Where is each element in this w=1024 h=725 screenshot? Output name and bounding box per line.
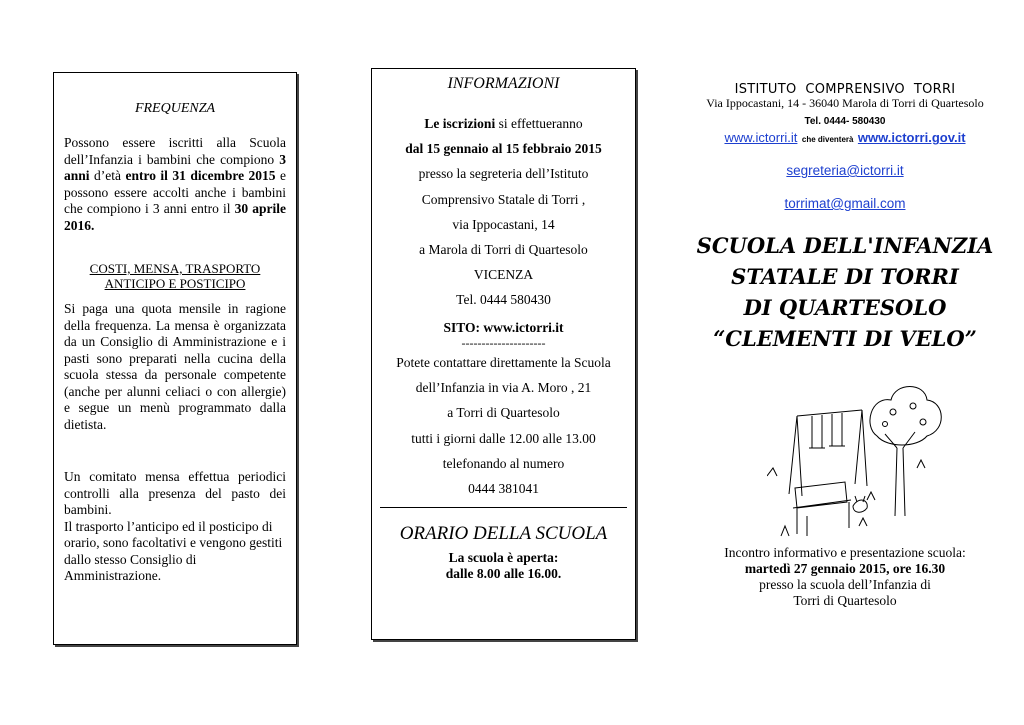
info-line-via: via Ippocastani, 14 xyxy=(452,216,555,232)
istituto-tel: Tel. 0444- 580430 xyxy=(804,116,886,127)
iscrizioni-line xyxy=(380,111,627,136)
info-line-tel: Tel. 0444 580430 xyxy=(456,292,551,308)
incontro-block xyxy=(695,545,995,609)
frequenza-panel xyxy=(53,72,297,645)
email-torrimat-link[interactable]: torrimat@gmail.com xyxy=(784,196,906,211)
email-torrimat xyxy=(695,196,995,211)
web-row xyxy=(695,129,995,147)
iscrizioni-text: si effettueranno xyxy=(495,116,583,131)
incontro-line-3: presso la scuola dell’Infanzia di xyxy=(759,577,931,592)
swing-seats xyxy=(809,446,845,448)
contatto-line-6: 0444 381041 xyxy=(468,480,539,496)
costi-heading-line-2: ANTICIPO E POSTICIPO xyxy=(104,276,246,291)
sito-line: SITO: www.ictorri.it xyxy=(443,320,564,335)
frequenza-bold-april: 30 aprile 2016. xyxy=(64,201,286,233)
trasporto-text: Il trasporto l’anticipo ed il posticipo di orario, sono facoltativi e vengono gestiti dallo stesso Consiglio di Amministrazione. xyxy=(64,518,283,583)
frequenza-bold-deadline: entro il 31 dicembre 2015 xyxy=(125,168,276,183)
divider xyxy=(380,507,627,508)
orario-block xyxy=(380,550,627,582)
informazioni-panel xyxy=(371,68,636,640)
contatto-line-5: telefonando al numero xyxy=(442,455,565,471)
orario-line-2: dalle 8.00 alle 16.00. xyxy=(445,566,562,581)
school-title-line-1: SCUOLA DELL'INFANZIA xyxy=(696,233,994,258)
swing-frame xyxy=(789,410,867,496)
costi-heading-line-1: COSTI, MENSA, TRASPORTO xyxy=(89,261,261,276)
school-title xyxy=(685,230,1005,354)
playground-drawing xyxy=(767,376,947,538)
frequenza-text-1: Possono essere iscritti alla Scuola dell’Infanzia i bambini che compiono xyxy=(64,135,286,167)
contatto-line-3: a Torri di Quartesolo xyxy=(447,405,560,421)
tree-crown xyxy=(870,387,941,446)
web-link-ictorri[interactable]: www.ictorri.it xyxy=(724,130,798,145)
comitato-paragraph xyxy=(64,469,286,585)
tree-fruit-3 xyxy=(920,419,926,425)
incontro-line-2: martedì 27 gennaio 2015, ore 16.30 xyxy=(744,561,946,576)
contatto-line-4: tutti i giorni dalle 12.00 alle 13.00 xyxy=(411,430,596,446)
istituto-name: ISTITUTO COMPRENSIVO TORRI xyxy=(734,82,956,97)
orario-heading: ORARIO DELLA SCUOLA xyxy=(399,523,608,544)
cover-panel xyxy=(695,78,995,618)
incontro-line-1: Incontro informativo e presentazione scuola: xyxy=(724,545,966,560)
web-mid-text: che diventerà xyxy=(801,135,854,144)
istituto-address: Via Ippocastani, 14 - 36040 Marola di Torri di Quartesolo xyxy=(706,96,984,110)
frequenza-text-2: d’età xyxy=(89,168,126,183)
orario-line-1: La scuola è aperta: xyxy=(448,550,559,565)
frequenza-text-3: e possono essere accolti anche i bambini che compiono i 3 anni entro il xyxy=(64,168,287,216)
incontro-line-4: Torri di Quartesolo xyxy=(793,593,897,608)
tree-fruit-4 xyxy=(883,422,888,427)
costi-heading xyxy=(64,261,286,291)
contatto-block xyxy=(380,350,627,501)
frequenza-bold-age: 3 anni xyxy=(64,151,287,183)
small-animal xyxy=(853,496,867,512)
iscrizioni-bold: Le iscrizioni xyxy=(424,116,496,131)
tree-fruit-2 xyxy=(910,403,916,409)
web-link-gov[interactable]: www.ictorri.gov.it xyxy=(857,130,966,145)
info-line-segreteria: presso la segreteria dell’Istituto xyxy=(418,166,589,182)
comitato-text: Un comitato mensa effettua periodici controlli alla presenza del pasto dei bambini. xyxy=(64,469,286,517)
frequenza-heading: FREQUENZA xyxy=(134,101,216,116)
grass xyxy=(767,460,925,536)
email-segreteria-link[interactable]: segreteria@ictorri.it xyxy=(786,163,904,178)
school-title-line-3: DI QUARTESOLO xyxy=(743,295,947,320)
info-line-comprensivo: Comprensivo Statale di Torri , xyxy=(421,191,586,207)
email-segreteria xyxy=(695,163,995,178)
school-title-line-4: “CLEMENTI DI VELO” xyxy=(713,326,977,351)
info-line-vicenza: VICENZA xyxy=(473,267,534,283)
contatto-line-2: dell’Infanzia in via A. Moro , 21 xyxy=(415,380,592,396)
iscrizioni-dates: dal 15 gennaio al 15 febbraio 2015 xyxy=(405,141,602,157)
info-line-marola: a Marola di Torri di Quartesolo xyxy=(419,241,588,257)
contatto-line-1: Potete contattare direttamente la Scuola xyxy=(396,355,611,370)
mensa-paragraph: Si paga una quota mensile in ragione della frequenza. La mensa è organizzata da un Consiglio di Amministrazione e i pasti sono preparati nella cucina della scuola stessa da personale competente (anche per alunni celiaci o con allergie) e segue un menù programmato dalla dietista. xyxy=(64,301,286,432)
dashes-separator: --------------------- xyxy=(461,336,546,350)
iscrizioni-block xyxy=(380,111,627,313)
frequenza-paragraph xyxy=(64,135,286,234)
school-title-line-2: STATALE DI TORRI xyxy=(731,264,959,289)
tree-fruit-1 xyxy=(890,409,896,415)
swing-chains xyxy=(812,413,842,448)
informazioni-heading: INFORMAZIONI xyxy=(447,75,560,92)
